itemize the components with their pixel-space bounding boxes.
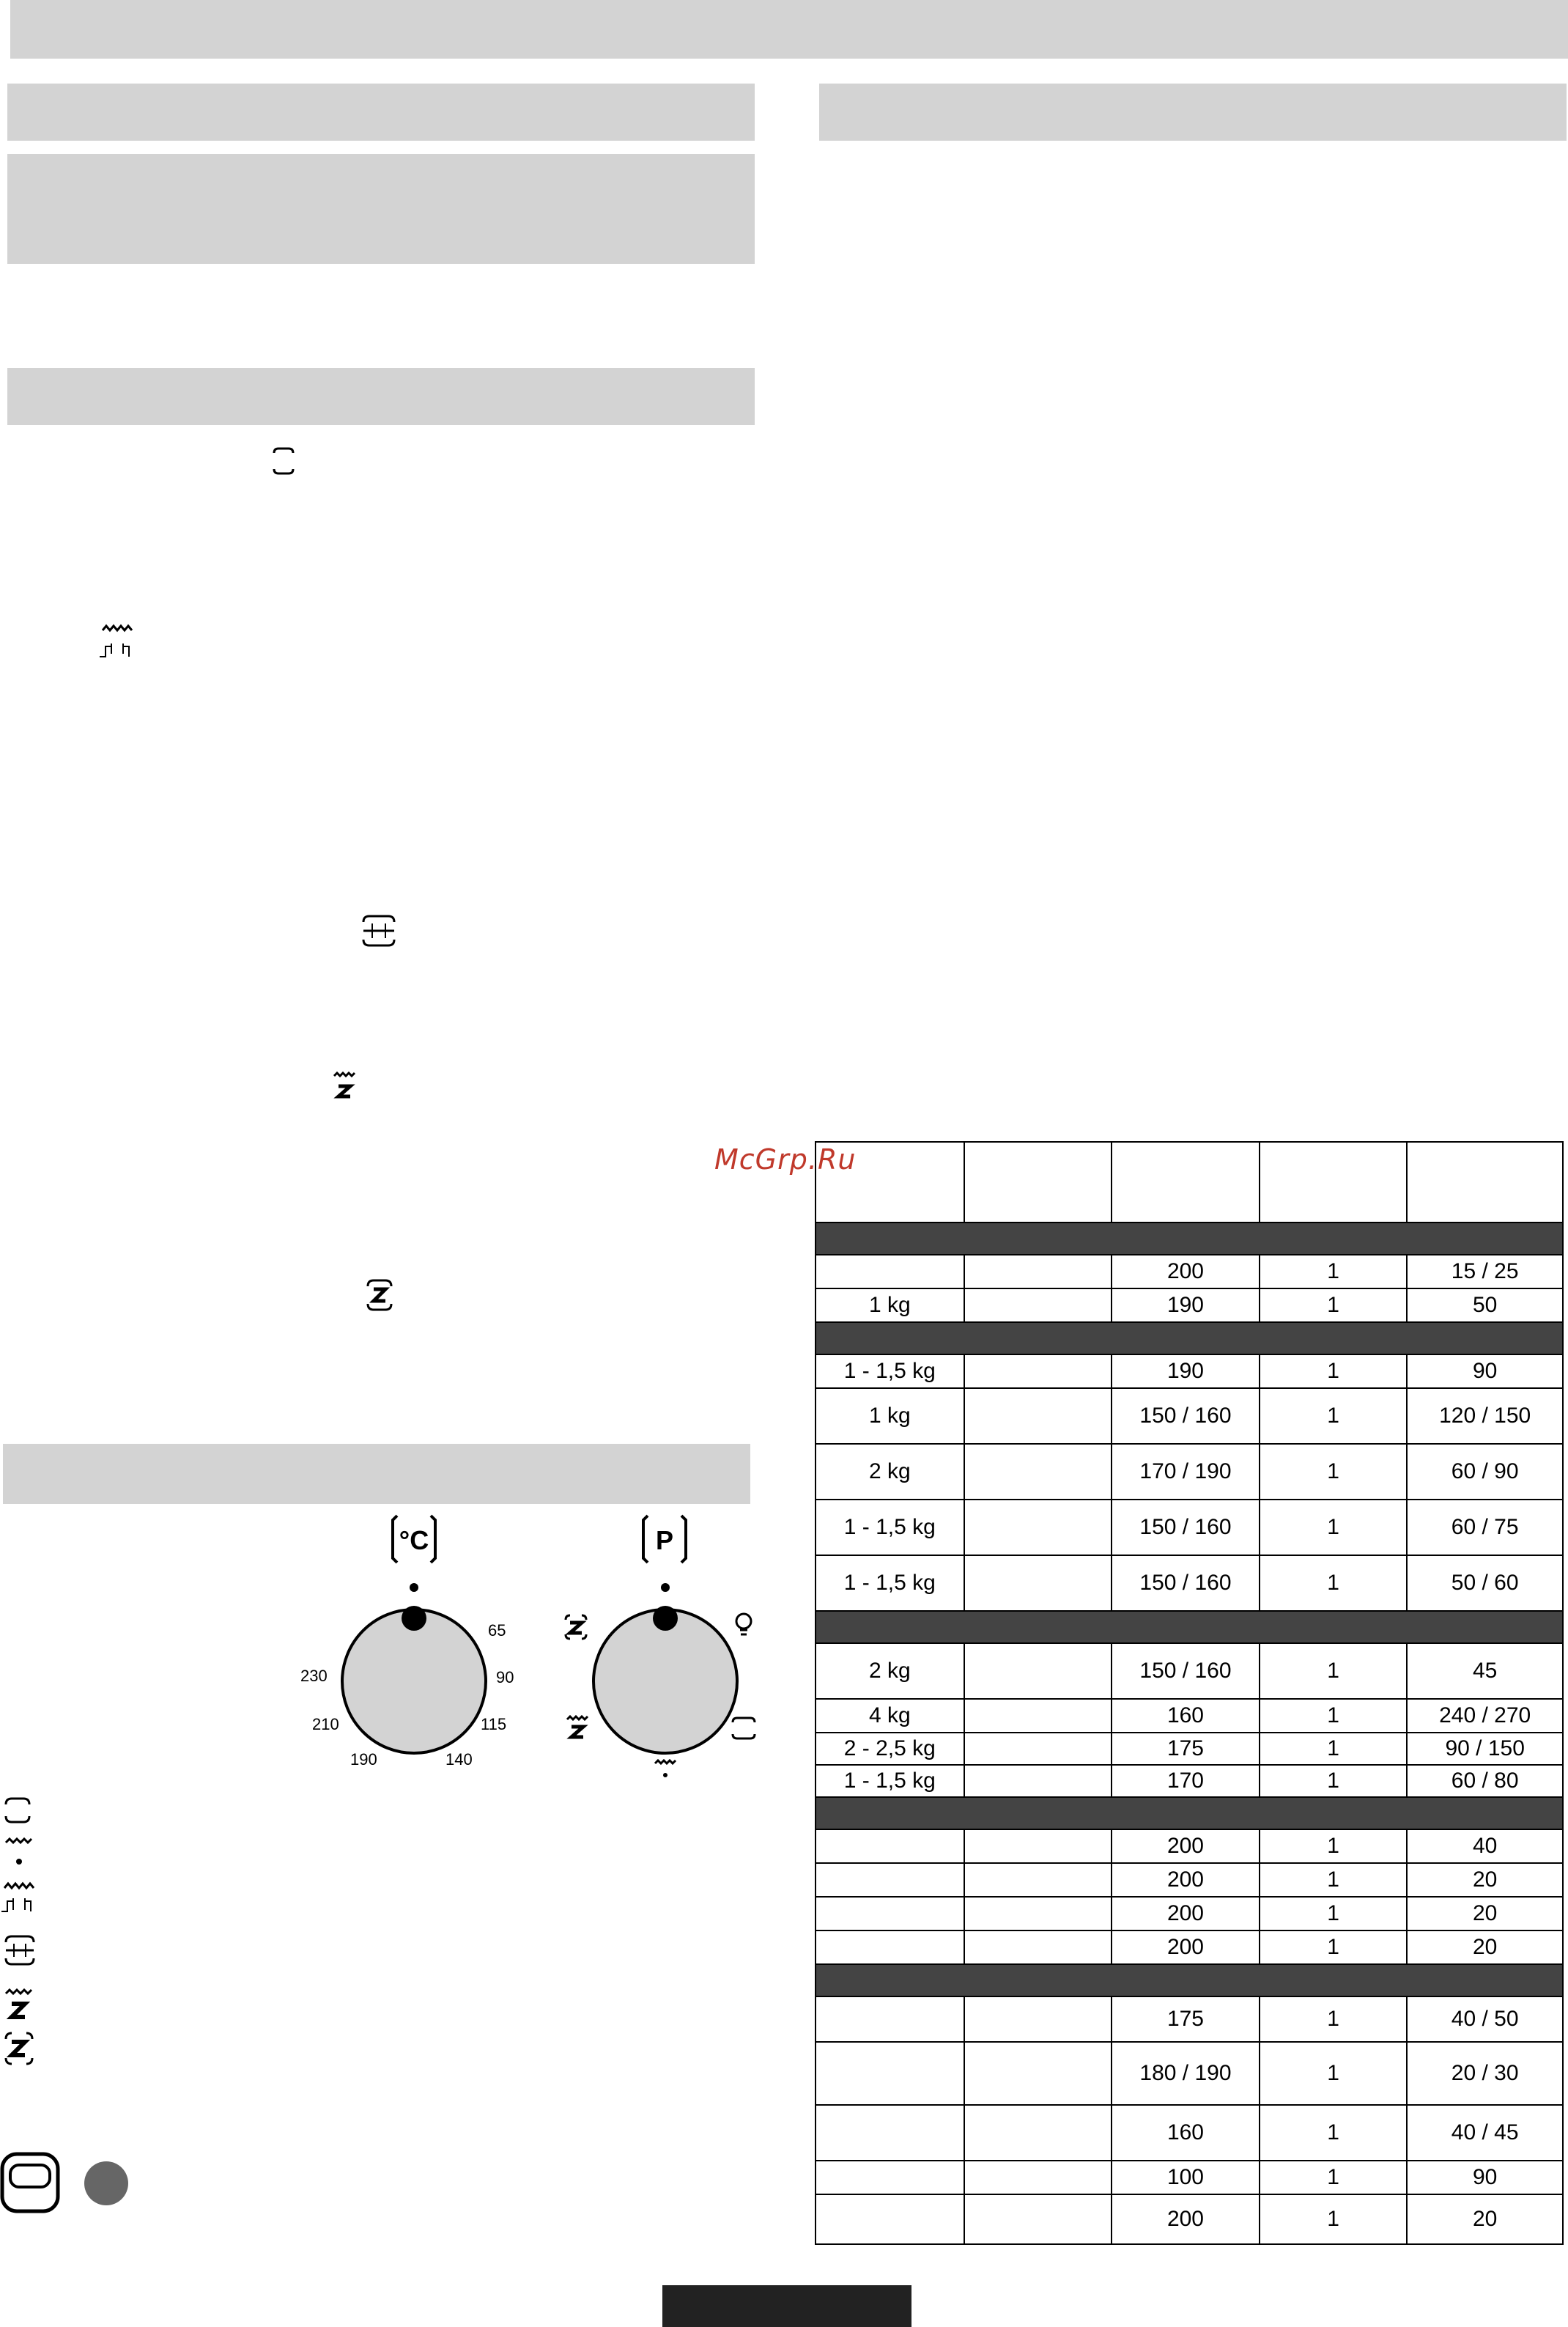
cell-level: 1 bbox=[1260, 1699, 1408, 1733]
cell-temp: 160 bbox=[1112, 1699, 1260, 1733]
section-band bbox=[816, 1322, 1563, 1354]
cell-dish bbox=[964, 1288, 1112, 1322]
top-grill-heat-icon bbox=[97, 624, 138, 661]
table-row-data bbox=[816, 1897, 1563, 1930]
table-row-data bbox=[816, 1500, 1563, 1555]
cell-dish bbox=[964, 1388, 1112, 1444]
cell-weight: 2 kg bbox=[816, 1643, 964, 1699]
dial-grill-fan-icon bbox=[564, 1715, 591, 1741]
section-band bbox=[816, 1611, 1563, 1643]
cell-dish bbox=[964, 1500, 1112, 1555]
cell-temp: 190 bbox=[1112, 1354, 1260, 1388]
temperature-dial-label: °C bbox=[399, 1525, 429, 1555]
cell-level: 1 bbox=[1260, 1897, 1408, 1930]
table-row-data bbox=[816, 1388, 1563, 1444]
cell-level: 1 bbox=[1260, 1444, 1408, 1500]
cell-dish bbox=[964, 1765, 1112, 1797]
cell-dish bbox=[964, 1555, 1112, 1611]
cell-time: 50 bbox=[1407, 1288, 1563, 1322]
cooking-table bbox=[815, 1141, 1564, 2245]
cell-weight bbox=[816, 2161, 964, 2194]
cell-temp bbox=[1112, 1142, 1260, 1222]
cell-time: 15 / 25 bbox=[1407, 1255, 1563, 1288]
cell-level: 1 bbox=[1260, 1388, 1408, 1444]
cell-level: 1 bbox=[1260, 1288, 1408, 1322]
bottom-heat-icon bbox=[271, 447, 296, 476]
table-row-section bbox=[816, 1797, 1563, 1829]
cell-level: 1 bbox=[1260, 1354, 1408, 1388]
table-row-data bbox=[816, 1288, 1563, 1322]
cell-temp: 150 / 160 bbox=[1112, 1555, 1260, 1611]
cell-level: 1 bbox=[1260, 1829, 1408, 1863]
cell-temp: 200 bbox=[1112, 1930, 1260, 1964]
cell-temp: 200 bbox=[1112, 1829, 1260, 1863]
cell-weight: 1 - 1,5 kg bbox=[816, 1555, 964, 1611]
cell-temp: 150 / 160 bbox=[1112, 1500, 1260, 1555]
cell-weight: 1 kg bbox=[816, 1288, 964, 1322]
dial-fan-oven-icon bbox=[563, 1614, 589, 1640]
table-row-data bbox=[816, 1765, 1563, 1797]
table-row-section bbox=[816, 1222, 1563, 1255]
table-row-data bbox=[816, 1555, 1563, 1611]
cell-temp: 190 bbox=[1112, 1288, 1260, 1322]
top-bottom-heat-icon bbox=[360, 915, 397, 947]
cell-level: 1 bbox=[1260, 1500, 1408, 1555]
temp-tick-90: 90 bbox=[496, 1668, 514, 1686]
cell-time: 40 bbox=[1407, 1829, 1563, 1863]
cell-weight: 1 - 1,5 kg bbox=[816, 1354, 964, 1388]
program-dial-head bbox=[642, 1514, 687, 1568]
section-band bbox=[816, 1797, 1563, 1829]
cell-dish bbox=[964, 1996, 1112, 2042]
cell-dish bbox=[964, 1354, 1112, 1388]
cell-weight bbox=[816, 1863, 964, 1897]
cell-weight: 4 kg bbox=[816, 1699, 964, 1733]
watermark-text: McGrp.Ru bbox=[714, 1143, 857, 1176]
cell-dish bbox=[964, 1829, 1112, 1863]
table-row-section bbox=[816, 1964, 1563, 1996]
cell-level: 1 bbox=[1260, 2161, 1408, 2194]
dial-bottom-heat-icon bbox=[730, 1716, 758, 1740]
cell-weight: 1 kg bbox=[816, 1388, 964, 1444]
cell-time: 40 / 50 bbox=[1407, 1996, 1563, 2042]
cell-time: 120 / 150 bbox=[1407, 1388, 1563, 1444]
cell-level: 1 bbox=[1260, 1733, 1408, 1765]
table-row-header bbox=[816, 1142, 1563, 1222]
legend-bottom-heat-icon bbox=[3, 1797, 32, 1823]
cell-time: 90 bbox=[1407, 1354, 1563, 1388]
table-row-data bbox=[816, 1354, 1563, 1388]
cell-level: 1 bbox=[1260, 1996, 1408, 2042]
cell-dish bbox=[964, 1142, 1112, 1222]
page-footer-bar bbox=[662, 2285, 911, 2327]
cell-time: 20 bbox=[1407, 1863, 1563, 1897]
cell-weight bbox=[816, 1930, 964, 1964]
cell-dish bbox=[964, 1444, 1112, 1500]
cell-weight: 2 kg bbox=[816, 1444, 964, 1500]
dial-lamp-icon bbox=[733, 1611, 755, 1640]
cell-weight bbox=[816, 1142, 964, 1222]
table-row-data bbox=[816, 1444, 1563, 1500]
cell-temp: 150 / 160 bbox=[1112, 1643, 1260, 1699]
table-row-data bbox=[816, 1699, 1563, 1733]
cell-dish bbox=[964, 1863, 1112, 1897]
cell-time: 45 bbox=[1407, 1643, 1563, 1699]
table-row-data bbox=[816, 1930, 1563, 1964]
cell-level: 1 bbox=[1260, 1555, 1408, 1611]
table-row-data bbox=[816, 2105, 1563, 2161]
cell-level: 1 bbox=[1260, 1765, 1408, 1797]
cell-time: 60 / 80 bbox=[1407, 1765, 1563, 1797]
section-header-left-2 bbox=[7, 154, 755, 264]
cell-temp: 200 bbox=[1112, 1863, 1260, 1897]
cell-temp: 160 bbox=[1112, 2105, 1260, 2161]
cell-weight: 2 - 2,5 kg bbox=[816, 1733, 964, 1765]
cell-weight bbox=[816, 1829, 964, 1863]
cell-dish bbox=[964, 1255, 1112, 1288]
cell-temp: 175 bbox=[1112, 1733, 1260, 1765]
cell-time: 20 bbox=[1407, 1897, 1563, 1930]
cell-time: 50 / 60 bbox=[1407, 1555, 1563, 1611]
cell-temp: 170 / 190 bbox=[1112, 1444, 1260, 1500]
table-row-section bbox=[816, 1611, 1563, 1643]
table-row-data bbox=[816, 2161, 1563, 2194]
temperature-dial-head bbox=[391, 1514, 437, 1568]
cell-temp: 200 bbox=[1112, 1255, 1260, 1288]
dial-grill-icon bbox=[652, 1759, 678, 1780]
temp-tick-210: 210 bbox=[312, 1715, 339, 1733]
table-row-data bbox=[816, 1255, 1563, 1288]
table-row-data bbox=[816, 1733, 1563, 1765]
table-row-data bbox=[816, 1863, 1563, 1897]
legend-fan-oven-icon bbox=[3, 2032, 35, 2065]
grill-fan-icon bbox=[331, 1072, 358, 1101]
cooking-table-body bbox=[816, 1142, 1563, 2244]
cell-temp: 200 bbox=[1112, 1897, 1260, 1930]
cell-time: 90 / 150 bbox=[1407, 1733, 1563, 1765]
temp-tick-190: 190 bbox=[350, 1750, 377, 1769]
cell-weight: 1 - 1,5 kg bbox=[816, 1765, 964, 1797]
table-row-data bbox=[816, 1829, 1563, 1863]
program-dial-label: P bbox=[655, 1525, 674, 1555]
legend-top-bottom-heat-icon bbox=[3, 1935, 37, 1966]
cell-time: 60 / 75 bbox=[1407, 1500, 1563, 1555]
cell-weight bbox=[816, 1255, 964, 1288]
cell-time bbox=[1407, 1142, 1563, 1222]
temp-tick-140: 140 bbox=[445, 1750, 473, 1769]
cell-dish bbox=[964, 1643, 1112, 1699]
section-header-left-3 bbox=[7, 368, 755, 425]
legend-grill-fan-icon bbox=[3, 1989, 35, 2021]
cell-temp: 170 bbox=[1112, 1765, 1260, 1797]
cell-level: 1 bbox=[1260, 2105, 1408, 2161]
cell-level: 1 bbox=[1260, 2042, 1408, 2105]
cell-time: 40 / 45 bbox=[1407, 2105, 1563, 2161]
page-header-bar bbox=[10, 0, 1568, 59]
cell-dish bbox=[964, 1733, 1112, 1765]
cell-temp: 175 bbox=[1112, 1996, 1260, 2042]
oven-cavity-icon bbox=[0, 2152, 60, 2213]
cell-time: 60 / 90 bbox=[1407, 1444, 1563, 1500]
temp-tick-115: 115 bbox=[481, 1715, 507, 1733]
table-row-data bbox=[816, 1643, 1563, 1699]
cell-dish bbox=[964, 1699, 1112, 1733]
cell-time: 20 bbox=[1407, 2194, 1563, 2244]
grey-dot-marker bbox=[84, 2161, 129, 2206]
cell-temp: 100 bbox=[1112, 2161, 1260, 2194]
cell-time: 90 bbox=[1407, 2161, 1563, 2194]
section-header-left-4 bbox=[3, 1444, 750, 1504]
temperature-dial[interactable] bbox=[337, 1576, 498, 1759]
cell-level bbox=[1260, 1142, 1408, 1222]
section-header-left-1 bbox=[7, 84, 755, 141]
cell-weight bbox=[816, 2194, 964, 2244]
cell-temp: 180 / 190 bbox=[1112, 2042, 1260, 2105]
cell-level: 1 bbox=[1260, 2194, 1408, 2244]
section-band bbox=[816, 1964, 1563, 1996]
table-row-data bbox=[816, 1996, 1563, 2042]
legend-grill-icon bbox=[3, 1838, 35, 1867]
table-row-data bbox=[816, 2194, 1563, 2244]
cell-level: 1 bbox=[1260, 1863, 1408, 1897]
legend-top-grill-heat-icon bbox=[0, 1882, 40, 1914]
cell-weight bbox=[816, 1996, 964, 2042]
temp-tick-230: 230 bbox=[300, 1667, 328, 1685]
cell-dish bbox=[964, 1930, 1112, 1964]
section-band bbox=[816, 1222, 1563, 1255]
cell-time: 20 / 30 bbox=[1407, 2042, 1563, 2105]
cell-weight bbox=[816, 1897, 964, 1930]
cell-dish bbox=[964, 2105, 1112, 2161]
cell-weight: 1 - 1,5 kg bbox=[816, 1500, 964, 1555]
table-row-section bbox=[816, 1322, 1563, 1354]
section-header-right-1 bbox=[819, 84, 1567, 141]
cell-weight bbox=[816, 2105, 964, 2161]
cell-time: 240 / 270 bbox=[1407, 1699, 1563, 1733]
cell-dish bbox=[964, 1897, 1112, 1930]
temp-tick-65: 65 bbox=[488, 1621, 506, 1640]
cell-dish bbox=[964, 2042, 1112, 2105]
cell-time: 20 bbox=[1407, 1930, 1563, 1964]
cell-level: 1 bbox=[1260, 1255, 1408, 1288]
program-dial[interactable] bbox=[586, 1576, 747, 1759]
table-row-data bbox=[816, 2042, 1563, 2105]
cell-dish bbox=[964, 2194, 1112, 2244]
cell-dish bbox=[964, 2161, 1112, 2194]
fan-oven-icon bbox=[365, 1279, 394, 1311]
cell-weight bbox=[816, 2042, 964, 2105]
cell-temp: 200 bbox=[1112, 2194, 1260, 2244]
cell-level: 1 bbox=[1260, 1643, 1408, 1699]
cell-level: 1 bbox=[1260, 1930, 1408, 1964]
cell-temp: 150 / 160 bbox=[1112, 1388, 1260, 1444]
